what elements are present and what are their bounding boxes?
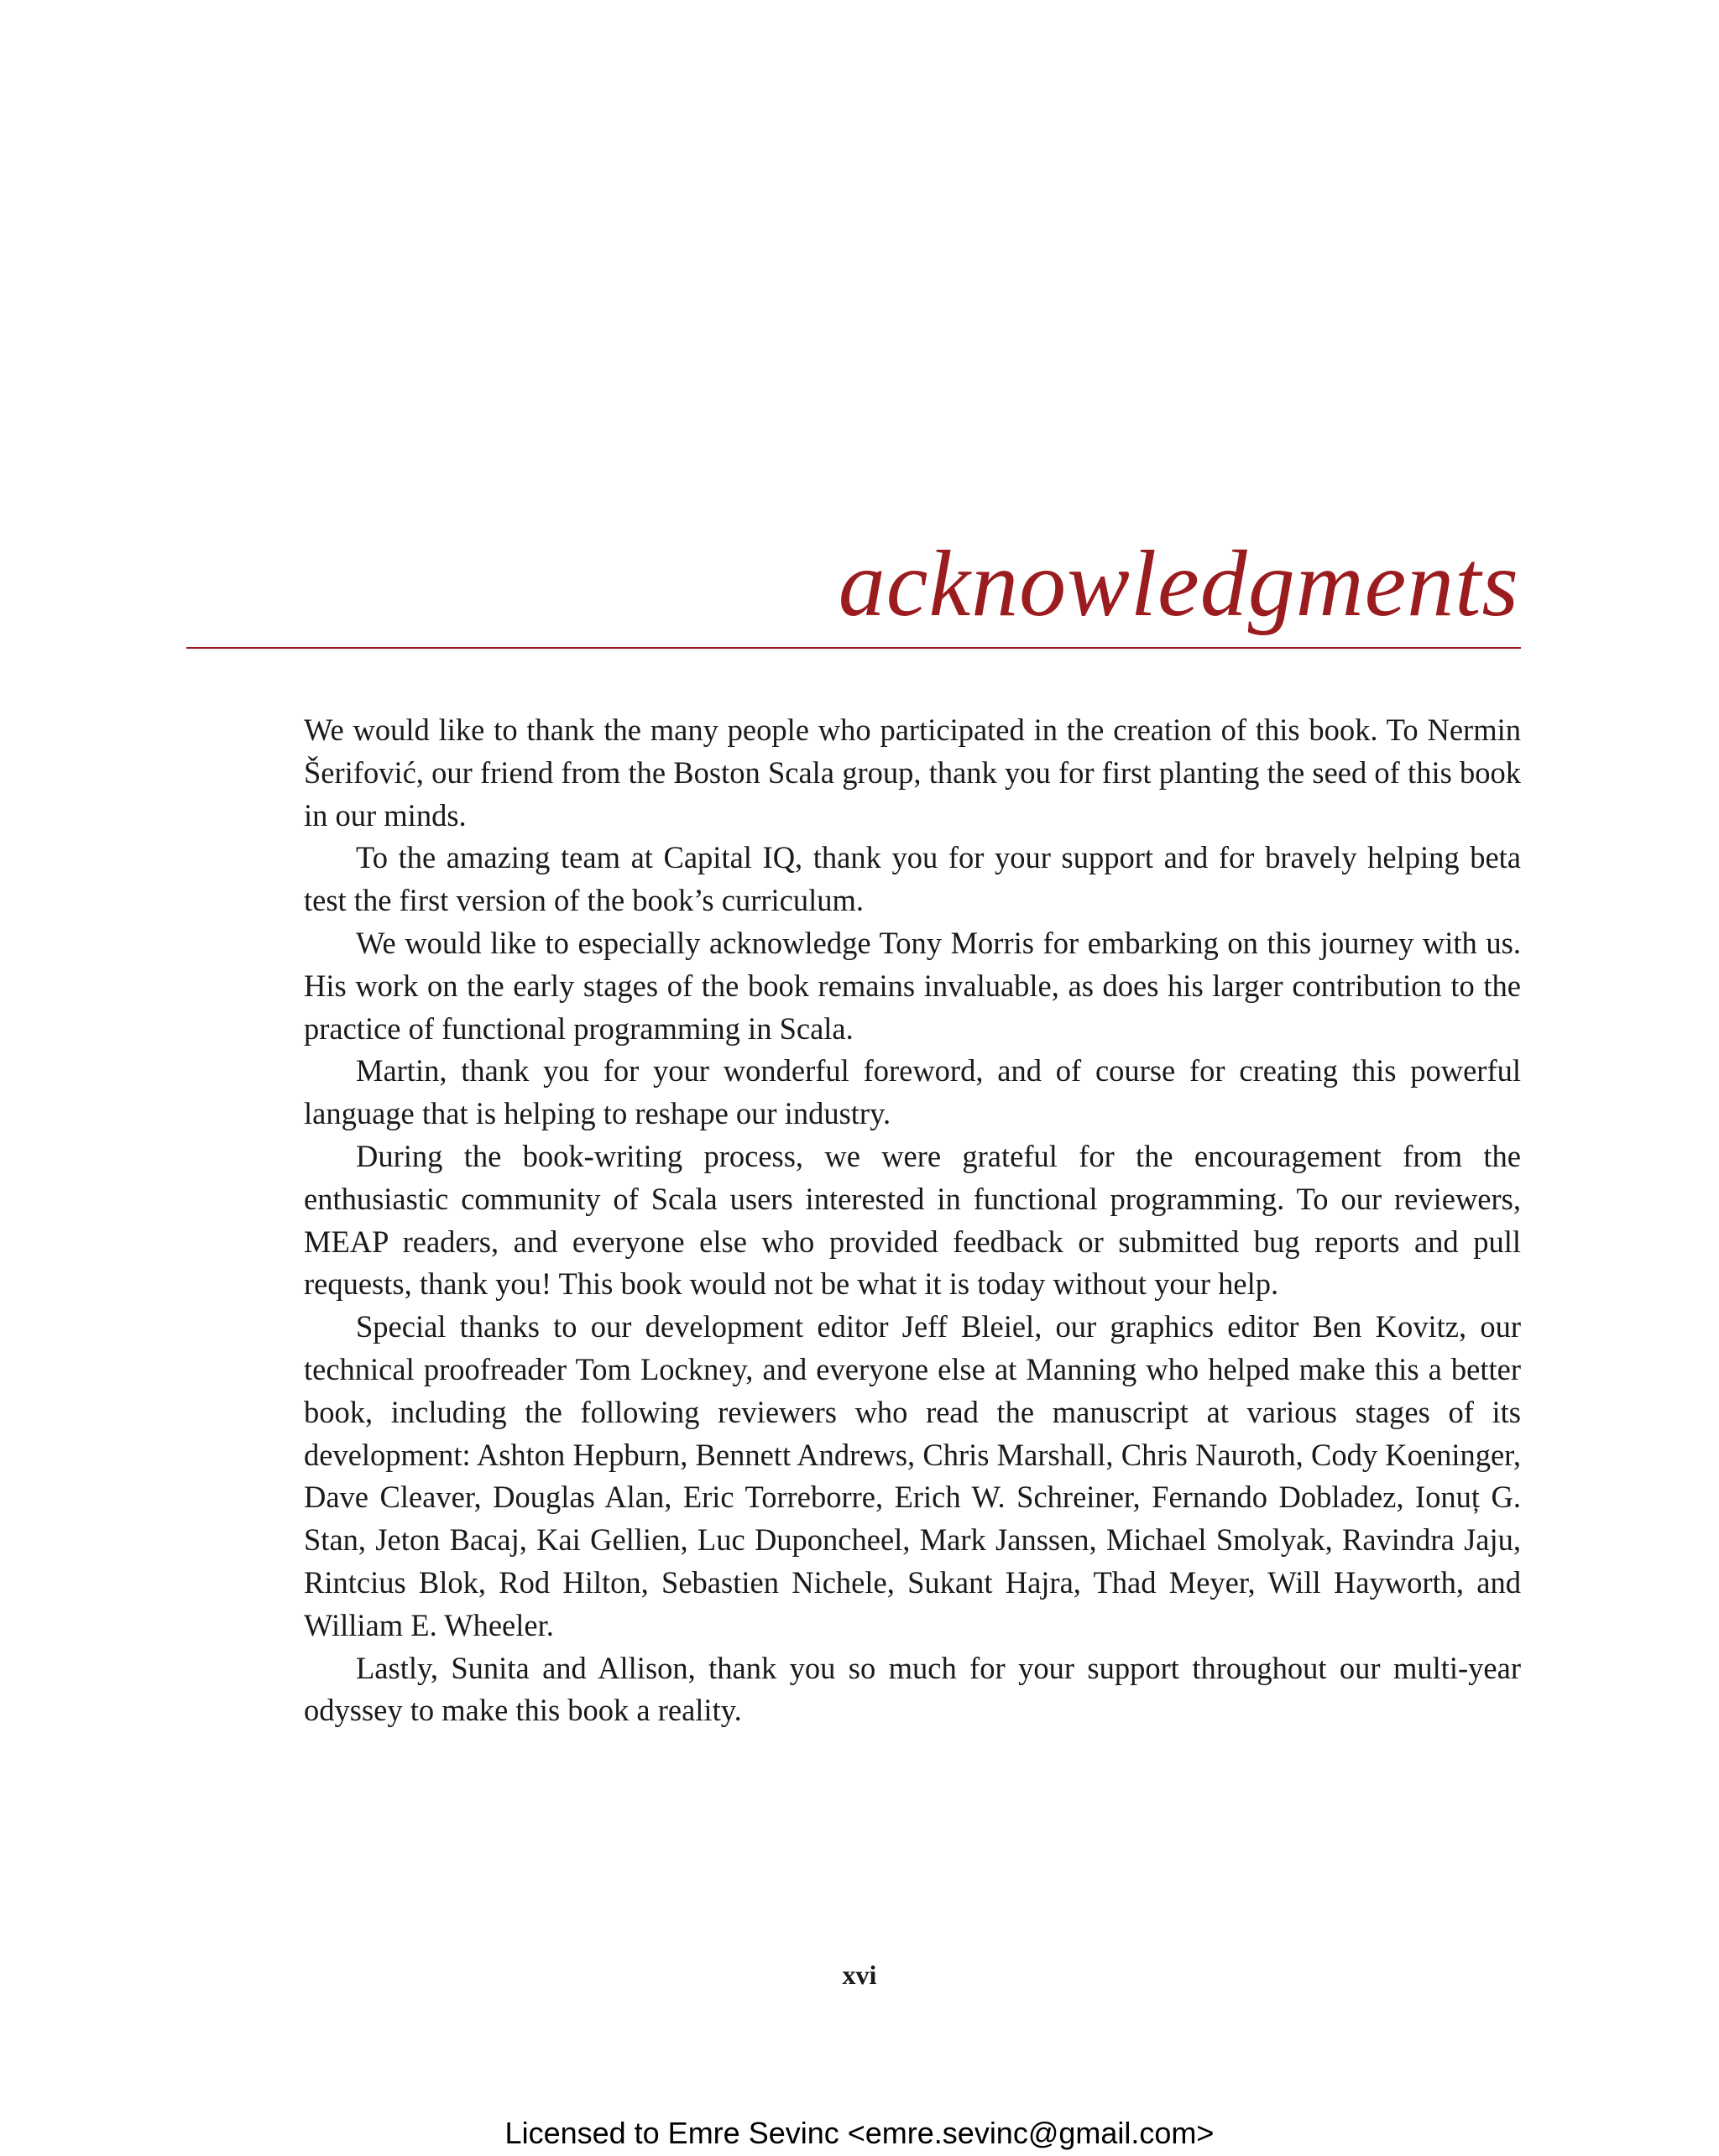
paragraph: Special thanks to our development editor Jeff Bleiel, our graphics editor Ben Kovitz, our technical proofreader Tom Lockney, and everyone else at Manning who helped make this a better book, including the following reviewers who read the manuscript at various stages of its development: Ashton Hepburn, Bennett Andrews, Chris Marshall, Chris Nauroth, Cody Koeninger, Dave Cleaver, Douglas Alan, Eric Torreborre, Erich W. Schreiner, Fernando Dobladez, Ionuț G. Stan, Jeton Bacaj, Kai Gellien, Luc Duponcheel, Mark Janssen, Michael Smolyak, Ravindra Jaju, Rintcius Blok, Rod Hilton, Sebastien Nichele, Sukant Hajra, Thad Meyer, Will Hayworth, and William E. Wheeler.: [304, 1309, 1521, 1642]
title-divider: [186, 647, 1521, 649]
paragraph: We would like to thank the many people who participated in the creation of this book. To Nermin Šerifović, our friend from the Boston Scala group, thank you for first planting the seed of this book in our minds.: [304, 713, 1521, 833]
paragraph: Martin, thank you for your wonderful foreword, and of course for creating this powerful language that is helping to reshape our industry.: [304, 1053, 1521, 1131]
paragraph: We would like to especially acknowledge Tony Morris for embarking on this journey with us. His work on the early stages of the book remains invaluable, as does his larger contribution to the practice of functional programming in Scala.: [304, 925, 1521, 1046]
acknowledgments-body: [304, 709, 1521, 1732]
paragraph: During the book-writing process, we were grateful for the encouragement from the enthusiastic community of Scala users interested in functional programming. To our reviewers, MEAP readers, and everyone else who provided feedback or submitted bug reports and pull requests, thank you! This book would not be what it is today without your help.: [304, 1138, 1521, 1302]
page-title: acknowledgments: [838, 532, 1519, 636]
page-number: xvi: [842, 1960, 877, 1990]
paragraph: To the amazing team at Capital IQ, thank you for your support and for bravely helping beta test the first version of the book’s curriculum.: [304, 840, 1521, 918]
paragraph: Lastly, Sunita and Allison, thank you so much for your support throughout our multi-year odyssey to make this book a reality.: [304, 1650, 1521, 1728]
license-footer: Licensed to Emre Sevinc <emre.sevinc@gmail.com>: [504, 2116, 1215, 2150]
